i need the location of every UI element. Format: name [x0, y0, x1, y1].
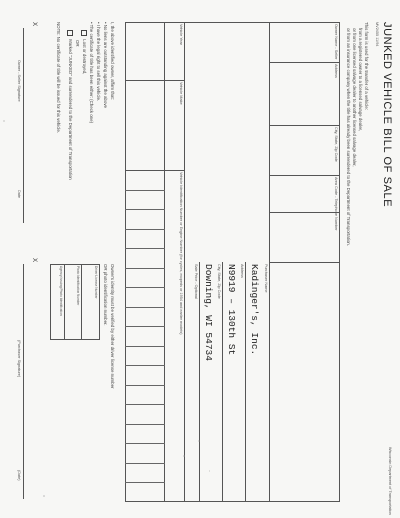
- vin-cells: [125, 170, 165, 502]
- scan-speck: [198, 440, 200, 442]
- identity-line-1: Owner's identity must be verified by either driver license number: [110, 264, 115, 389]
- certify-item-2: • I have the legal right to sell this vehicle.: [96, 22, 101, 102]
- certify-item-1: • No liens are outstanding against the above: [103, 22, 108, 108]
- scan-speck: [3, 120, 5, 122]
- vin-digit-cell[interactable]: [125, 268, 165, 269]
- certify-item-3: • The certificate of title has been either: (Check one): [89, 22, 94, 124]
- identity-boxes: [50, 264, 100, 340]
- seller-name-label: Owner Name - Seller: [334, 24, 338, 60]
- vehicle-make-label: Vehicle Make: [179, 82, 183, 105]
- vehicle-year-label: Vehicle Year: [179, 24, 183, 45]
- purchaser-signature-line[interactable]: [23, 264, 24, 499]
- seller-signature-label: Owner - Seller Signature: [17, 60, 21, 102]
- vin-digit-cell[interactable]: [125, 307, 165, 308]
- seller-signature-line[interactable]: [23, 28, 24, 223]
- seller-date-label: Date: [17, 190, 21, 199]
- lost-option-label: Lost or destroyed,: [81, 39, 87, 75]
- agency-id-label: Agency Issuing Photo Identification: [59, 266, 63, 316]
- purchaser-address-label: Address: [240, 264, 244, 278]
- vin-digit-cell[interactable]: [125, 443, 165, 444]
- purchaser-signature-label: (Purchaser Signature): [17, 340, 21, 378]
- seller-address-label: Address: [334, 64, 338, 78]
- vin-digit-cell[interactable]: [125, 209, 165, 210]
- purchaser-signature-x: X: [31, 258, 38, 263]
- seller-signature-x: X: [31, 22, 38, 27]
- vin-digit-cell[interactable]: [125, 385, 165, 386]
- vin-digit-cell[interactable]: [125, 463, 165, 464]
- scan-speck: [209, 470, 210, 472]
- vin-label: Vehicle Identification Number or Engine Number (for cycles, mopeds or 1954 and earlier models): [179, 172, 183, 335]
- vin-digit-cell[interactable]: [125, 365, 165, 366]
- form-code: MV2455 11/94: [375, 22, 379, 47]
- junked-checkbox[interactable]: [67, 30, 73, 36]
- vin-digit-cell[interactable]: [125, 190, 165, 191]
- or-label: OR: [75, 40, 80, 47]
- scan-speck: [44, 495, 46, 497]
- vin-digit-cell[interactable]: [125, 248, 165, 249]
- vin-digit-cell[interactable]: [125, 346, 165, 347]
- vin-digit-cell[interactable]: [125, 482, 165, 483]
- junked-option-label: Marked "JUNKED" and surrendered to the Department of Transportation: [67, 39, 73, 180]
- vin-digit-cell[interactable]: [125, 229, 165, 230]
- vin-digit-cell[interactable]: [125, 326, 165, 327]
- sale-price-label: Sale Price - Optional: [194, 264, 198, 299]
- seller-city-label: City, State, Zip Code: [334, 127, 338, 162]
- form-title: JUNKED VEHICLE BILL OF SALE: [381, 22, 393, 208]
- intro-line-2: from a registered owner to a licensed salvage dealer,: [358, 28, 363, 131]
- identity-line-2: OR photo identification number.: [103, 264, 108, 326]
- seller-phone-label: Area Code - Telephone Number: [334, 177, 338, 231]
- purchaser-name-label: Purchaser Name: [264, 264, 268, 293]
- photo-id-label: Photo Identification Number: [76, 266, 80, 306]
- purchaser-name: Kadinger's, Inc.: [249, 264, 260, 356]
- vin-digit-cell[interactable]: [125, 404, 165, 405]
- vin-digit-cell[interactable]: [125, 287, 165, 288]
- purchaser-city-label: City, State, Zip Code: [217, 264, 221, 299]
- purchaser-address: N9919 – 130th St: [226, 264, 237, 356]
- certify-intro: I, the above identified owner, affirm that:: [110, 22, 115, 100]
- intro-line-1: This form is used for the transfer of a vehicle:: [364, 22, 369, 110]
- vin-digit-cell[interactable]: [125, 424, 165, 425]
- intro-line-4: or from an insurance company when the title has already been surrendered to the Department of Transportation.: [346, 28, 351, 246]
- purchaser-city: Downing, WI 54734: [203, 264, 214, 361]
- lost-checkbox[interactable]: [81, 30, 87, 36]
- purchaser-date-label: (Date): [17, 470, 21, 481]
- scan-speck: [184, 455, 186, 457]
- dl-label: Driver License Number: [94, 266, 98, 299]
- note: NOTE: No certificate of title will be issued for this vehicle.: [56, 22, 61, 134]
- agency-name: Wisconsin Department of Transportation: [388, 447, 392, 515]
- intro-line-3: or from one licensed salvage dealer to another licensed salvage dealer,: [352, 28, 357, 167]
